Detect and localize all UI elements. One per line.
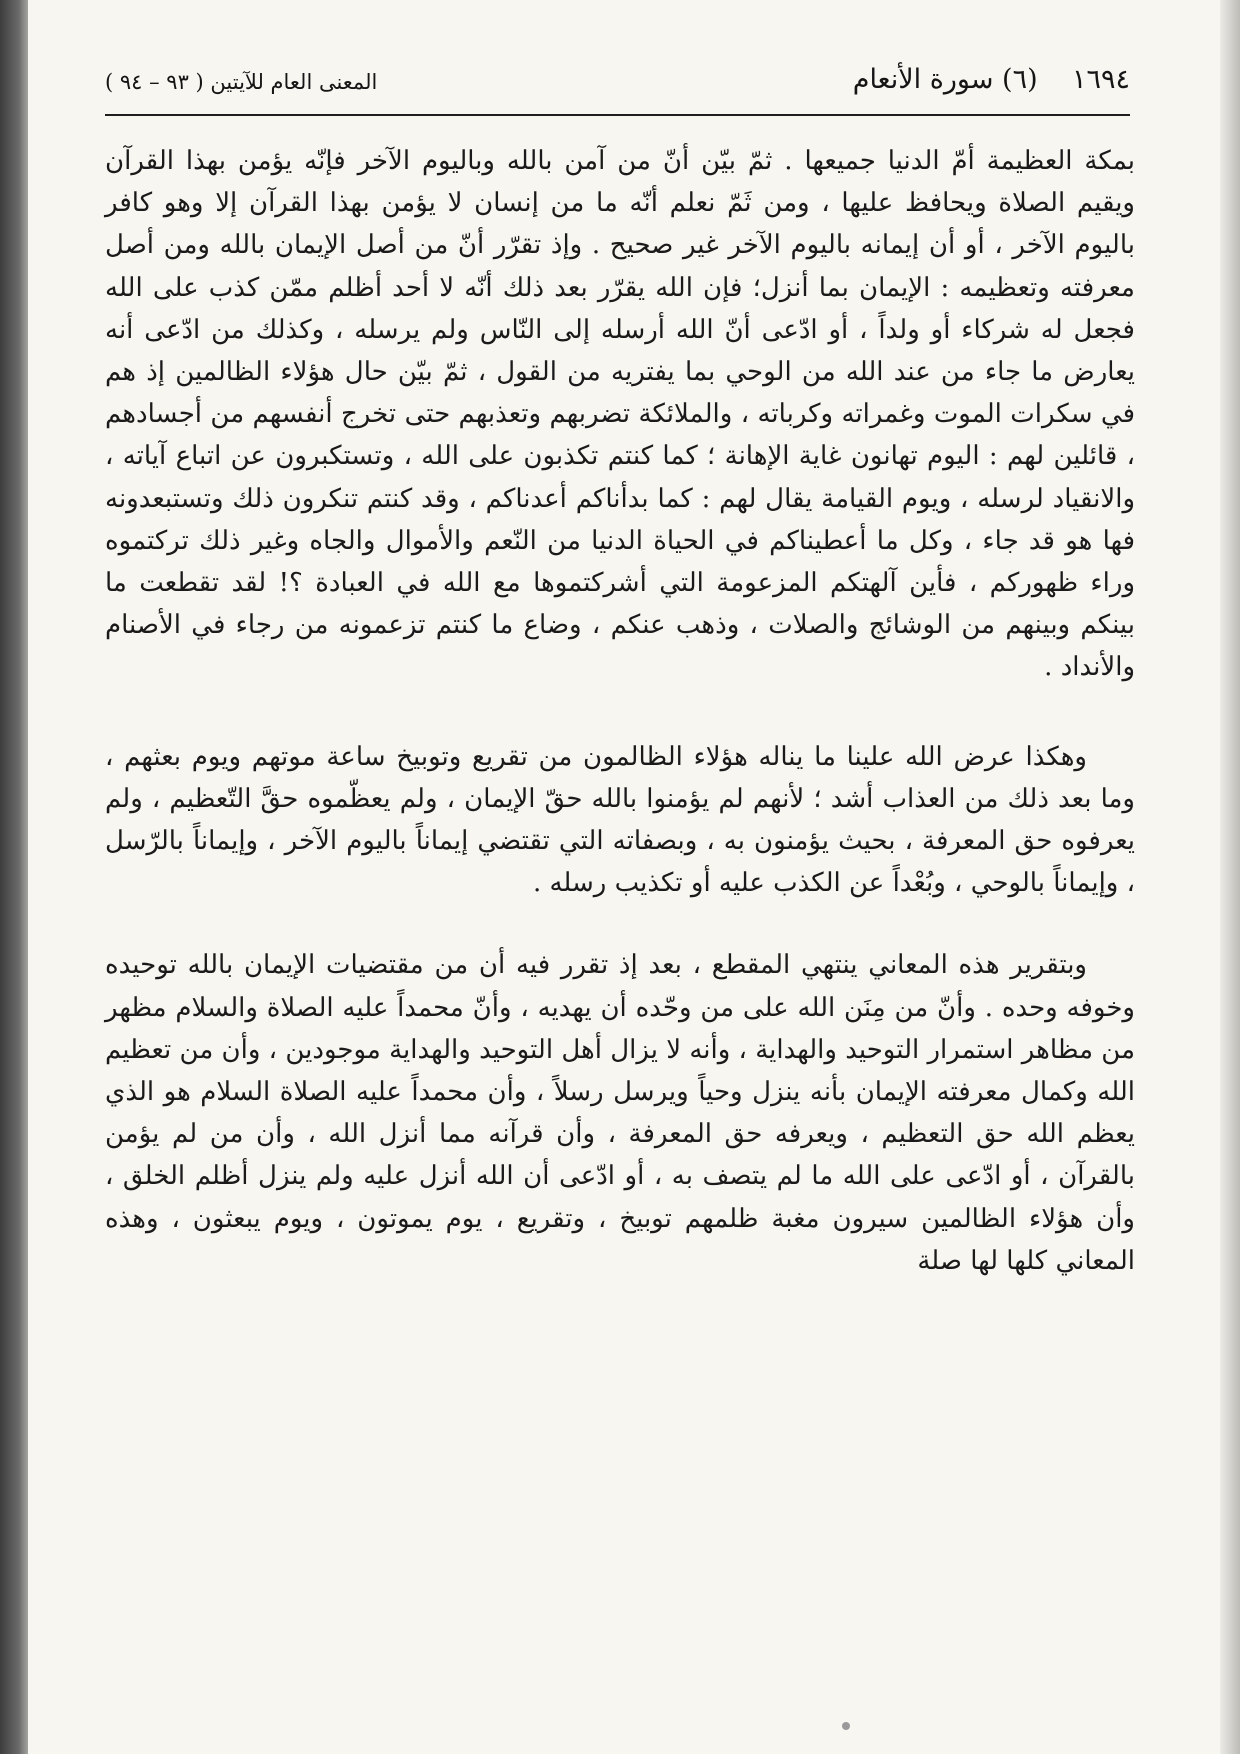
page-body: [105, 140, 1135, 1282]
paragraph-gap: [105, 689, 1135, 736]
surah-label: (٦) سورة الأنعام: [852, 64, 1038, 95]
paragraph-1: بمكة العظيمة أمّ الدنيا جميعها . ثمّ بيّن أنّ من آمن بالله وباليوم الآخر فإنّه يؤمن بهذا القرآن ويقيم الصلاة ويحافظ عليها ، ومن ثَمّ نعلم أنّه ما من إنسان لا يؤمن بهذا القرآن إلا وهو كافر باليوم الآخر ، أو أن إيمانه باليوم الآخر غير صحيح . وإذ تقرّر أنّ من أصل الإيمان بالله ومن أصل معرفته وتعظيمه : الإيمان بما أنزل؛ فإن الله يقرّر بعد ذلك أنّه لا أحد أظلم ممّن كذب على الله فجعل له شركاء أو ولداً ، أو ادّعى أنّ الله أرسله إلى النّاس ولم يرسله ، وكذلك من ادّعى أنه يعارض ما جاء من عند الله من الوحي بما يفتريه من القول ، ثمّ بيّن حال هؤلاء الظالمين إذ هم في سكرات الموت وغمراته وكرباته ، والملائكة تضربهم وتعذبهم حتى تخرج أنفسهم من أجسادهم ، قائلين لهم : اليوم تهانون غاية الإهانة ؛ كما كنتم تكذبون على الله ، وتستكبرون عن اتباع آياته ، والانقياد لرسله ، ويوم القيامة يقال لهم : كما بدأناكم أعدناكم ، وقد كنتم تنكرون ذلك وتستبعدونه فها هو قد جاء ، وكل ما أعطيناكم في الحياة الدنيا من النّعم والأموال والجاه وغير ذلك تركتموه وراء ظهوركم ، فأين آلهتكم المزعومة التي أشركتموها مع الله في العبادة ؟! لقد تقطعت ما بينكم وبينهم من الوشائج والصلات ، وذهب عنكم ، وضاع ما كنتم تزعمونه من رجاء في الأصنام والأنداد .: [105, 146, 1135, 683]
paragraph-3: وبتقرير هذه المعاني ينتهي المقطع ، بعد إذ تقرر فيه أن من مقتضيات الإيمان بالله توحيده وخوفه وحده . وأنّ من مِنَن الله على من وحّده أن يهديه ، وأنّ محمداً عليه الصلاة والسلام مظهر من مظاهر استمرار التوحيد والهداية ، وأنه لا يزال أهل التوحيد والهداية موجودين ، وأن من تعظيم الله وكمال معرفته الإيمان بأنه ينزل وحياً ويرسل رسلاً ، وأن محمداً عليه الصلاة السلام هو الذي يعظم الله حق التعظيم ، ويعرفه حق المعرفة ، وأن قرآنه مما أنزل الله ، وأن من لم يؤمن بالقرآن ، أو ادّعى على الله ما لم يتصف به ، أو ادّعى أن الله أنزل عليه ولم ينزل أظلم الخلق ، وأن هؤلاء الظالمين سيرون مغبة ظلمهم توبيخ ، وتقريع ، يوم يموتون ، ويوم يبعثون ، وهذه المعاني كلها لها صلة: [105, 950, 1135, 1276]
running-header: [105, 58, 1130, 108]
header-rule: [105, 114, 1130, 116]
paragraph-2: وهكذا عرض الله علينا ما يناله هؤلاء الظالمون من تقريع وتوبيخ ساعة موتهم ويوم بعثهم ، وما بعد ذلك من العذاب أشد ؛ لأنهم لم يؤمنوا بالله حقّ الإيمان ، ولم يعظّموه حقَّ التّعظيم ، ولم يعرفوه حق المعرفة ، بحيث يؤمنون به ، وبصفاته التي تقتضي إيماناً باليوم الآخر ، وإيماناً بالرّسل ، وإيماناً بالوحي ، وبُعْداً عن الكذب عليه أو تكذيب رسله .: [105, 741, 1135, 899]
scan-right-edge: [1220, 0, 1240, 1754]
paragraph-gap: [105, 904, 1135, 944]
page-number: ١٦٩٤: [1071, 64, 1130, 95]
scan-speck: [842, 1722, 850, 1730]
section-title: المعنى العام للآيتين ( ٩٣ – ٩٤ ): [105, 70, 378, 94]
header-right: [853, 64, 1130, 95]
